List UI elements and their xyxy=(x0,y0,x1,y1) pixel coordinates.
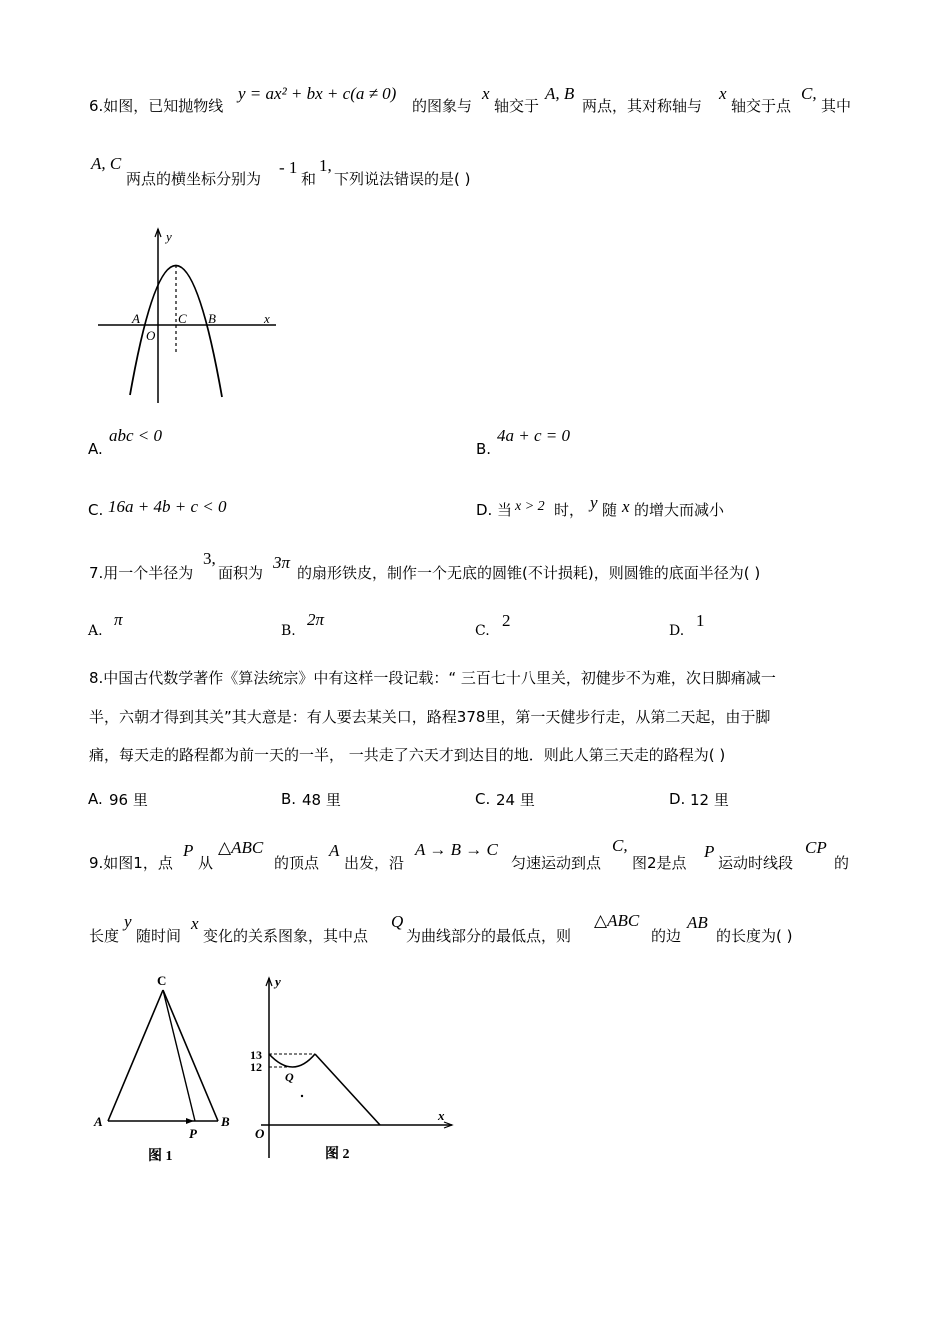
q9-text-1: 9.如图1，点 xyxy=(89,854,173,872)
q6-text-5: 轴交于点 xyxy=(731,97,792,115)
q9-cp: CP xyxy=(805,838,827,857)
q6-ac: A, C xyxy=(91,154,122,173)
q8-option-b-label[interactable]: B. xyxy=(281,790,297,808)
q6-option-d-text-3[interactable]: 随 xyxy=(602,501,618,519)
q6-option-c[interactable]: 16a + 4b + c < 0 xyxy=(108,497,227,516)
q7-option-c-label[interactable]: C. xyxy=(475,623,490,639)
q9-text-10: 随时间 xyxy=(136,927,182,945)
q9-path: A → B → C xyxy=(415,840,498,859)
q6-option-d-text-1[interactable]: 当 xyxy=(497,501,513,519)
q6-text-9: 下列说法错误的是( ) xyxy=(334,170,471,188)
q6-option-d-x[interactable]: x xyxy=(622,497,630,516)
q6-one: 1, xyxy=(319,156,332,175)
q7-text-3: 的扇形铁皮，制作一个无底的圆锥(不计损耗)，则圆锥的底面半径为( ) xyxy=(297,564,761,582)
q6-option-d-y[interactable]: y xyxy=(590,493,598,512)
q9-triangle-2: △ABC xyxy=(594,911,640,930)
q6-text-2: 的图象与 xyxy=(412,97,473,115)
q8-option-a-label[interactable]: A. xyxy=(88,790,103,808)
q9-text-5: 匀速运动到点 xyxy=(511,854,602,872)
fig-a-label: A xyxy=(132,311,140,326)
fig2-q-label: Q xyxy=(285,1070,294,1084)
q6-option-b-label[interactable]: B. xyxy=(476,440,492,458)
q7-area: 3π xyxy=(273,553,291,572)
q8-option-b[interactable]: 48 里 xyxy=(302,791,341,809)
q9-text-14: 的长度为( ) xyxy=(716,927,793,945)
q9-text-3: 的顶点 xyxy=(274,854,320,872)
q9-triangle-1: △ABC xyxy=(218,838,264,857)
fig1-b-label: B xyxy=(221,1114,230,1129)
fig2-caption: 图 2 xyxy=(325,1147,350,1162)
q6-c: C, xyxy=(801,84,817,103)
q8-option-d-label[interactable]: D. xyxy=(669,790,686,808)
q6-x-1: x xyxy=(482,84,490,103)
q9-p-2: P xyxy=(704,842,715,861)
q7-option-b-label[interactable]: B. xyxy=(281,623,296,639)
fig1-caption: 图 1 xyxy=(148,1149,173,1164)
q6-text-6: 其中 xyxy=(821,97,852,115)
q6-text-8: 和 xyxy=(301,170,317,188)
q9-x: x xyxy=(191,914,199,933)
cp-curve xyxy=(269,1054,315,1067)
q7-radius: 3, xyxy=(203,549,216,568)
q6-option-a[interactable]: abc < 0 xyxy=(109,426,163,445)
q6-text-7: 两点的横坐标分别为 xyxy=(126,170,262,188)
q6-text-1: 6.如图，已知抛物线 xyxy=(89,97,224,115)
q7-option-c[interactable]: 2 xyxy=(502,611,511,630)
fig2-o-label: O xyxy=(255,1126,265,1141)
q7-option-a-label[interactable]: A. xyxy=(88,623,103,639)
fig-y-label: y xyxy=(166,229,172,244)
fig-o-label: O xyxy=(146,328,156,343)
q9-text-11: 变化的关系图象，其中点 xyxy=(203,927,369,945)
q8-option-d[interactable]: 12 里 xyxy=(690,791,729,809)
fig2-x-label: x xyxy=(438,1108,445,1123)
fig2-12-label: 12 xyxy=(250,1060,262,1074)
q7-option-d-label[interactable]: D. xyxy=(669,623,685,639)
fig2-y-label: y xyxy=(275,974,281,989)
q7-option-b[interactable]: 2π xyxy=(307,610,325,629)
q6-option-d-text-2[interactable]: 时， xyxy=(554,501,585,519)
q6-equation: y = ax² + bx + c(a ≠ 0) xyxy=(238,84,397,103)
q6-text-4: 两点，其对称轴与 xyxy=(582,97,703,115)
q9-ab: AB xyxy=(687,913,708,932)
fig-c-label: C xyxy=(178,311,187,326)
q6-x-2: x xyxy=(719,84,727,103)
q9-text-9: 长度 xyxy=(89,927,120,945)
q8-line-2: 半，六朝才得到其关”其大意是：有人要去某关口，路程378里，第一天健步行走，从第二天起，由于脚 xyxy=(89,708,771,726)
q9-p-1: P xyxy=(183,841,194,860)
q8-option-c-label[interactable]: C. xyxy=(475,790,491,808)
q9-figure-1-triangle xyxy=(90,968,240,1168)
direction-arrow-icon xyxy=(186,1118,194,1124)
q6-option-a-label[interactable]: A. xyxy=(88,440,103,458)
q7-option-d[interactable]: 1 xyxy=(696,611,705,630)
q9-text-8: 的 xyxy=(834,854,850,872)
fig1-a-label: A xyxy=(94,1114,103,1129)
q7-text-1: 7.用一个半径为 xyxy=(89,564,194,582)
q9-figure-2-graph xyxy=(245,968,460,1168)
q6-text-3: 轴交于 xyxy=(494,97,540,115)
fig-x-label: x xyxy=(264,311,270,326)
q6-parabola-figure xyxy=(96,225,282,405)
fig1-c-label: C xyxy=(157,973,167,988)
cp-line xyxy=(315,1054,380,1125)
q9-a: A xyxy=(329,841,340,860)
q9-text-13: 的边 xyxy=(651,927,682,945)
q9-text-6: 图2是点 xyxy=(632,854,687,872)
q6-neg1: - 1 xyxy=(279,158,298,177)
fig-b-label: B xyxy=(208,311,216,326)
q7-text-2: 面积为 xyxy=(218,564,264,582)
q6-ab: A, B xyxy=(545,84,575,103)
q8-option-a[interactable]: 96 里 xyxy=(109,791,148,809)
fig2-13-label: 13 xyxy=(250,1048,262,1062)
q6-option-b[interactable]: 4a + c = 0 xyxy=(497,426,570,445)
q9-q: Q xyxy=(391,912,404,931)
q7-option-a[interactable]: π xyxy=(114,610,123,629)
q9-c: C, xyxy=(612,836,628,855)
stray-dot xyxy=(301,1095,303,1097)
q6-option-d-label[interactable]: D. xyxy=(476,501,493,519)
q9-text-2: 从 xyxy=(198,854,214,872)
q6-option-d-text-4[interactable]: 的增大而减小 xyxy=(634,501,725,519)
fig1-p-label: P xyxy=(189,1126,197,1141)
q8-line-1: 8.中国古代数学著作《算法统宗》中有这样一段记载：“ 三百七十八里关，初健步不为难，次日脚痛减一 xyxy=(89,669,776,687)
q6-option-d-cond[interactable]: x > 2 xyxy=(515,499,545,514)
q8-option-c[interactable]: 24 里 xyxy=(496,791,535,809)
q9-text-12: 为曲线部分的最低点，则 xyxy=(406,927,572,945)
q6-option-c-label[interactable]: C. xyxy=(88,501,104,519)
q9-text-7: 运动时线段 xyxy=(718,854,794,872)
q8-line-3: 痛，每天走的路程都为前一天的一半， 一共走了六天才到达目的地．则此人第三天走的路程为( ) xyxy=(89,746,726,764)
q9-y: y xyxy=(124,912,132,931)
q9-text-4: 出发，沿 xyxy=(344,854,405,872)
side-ac xyxy=(108,990,163,1121)
